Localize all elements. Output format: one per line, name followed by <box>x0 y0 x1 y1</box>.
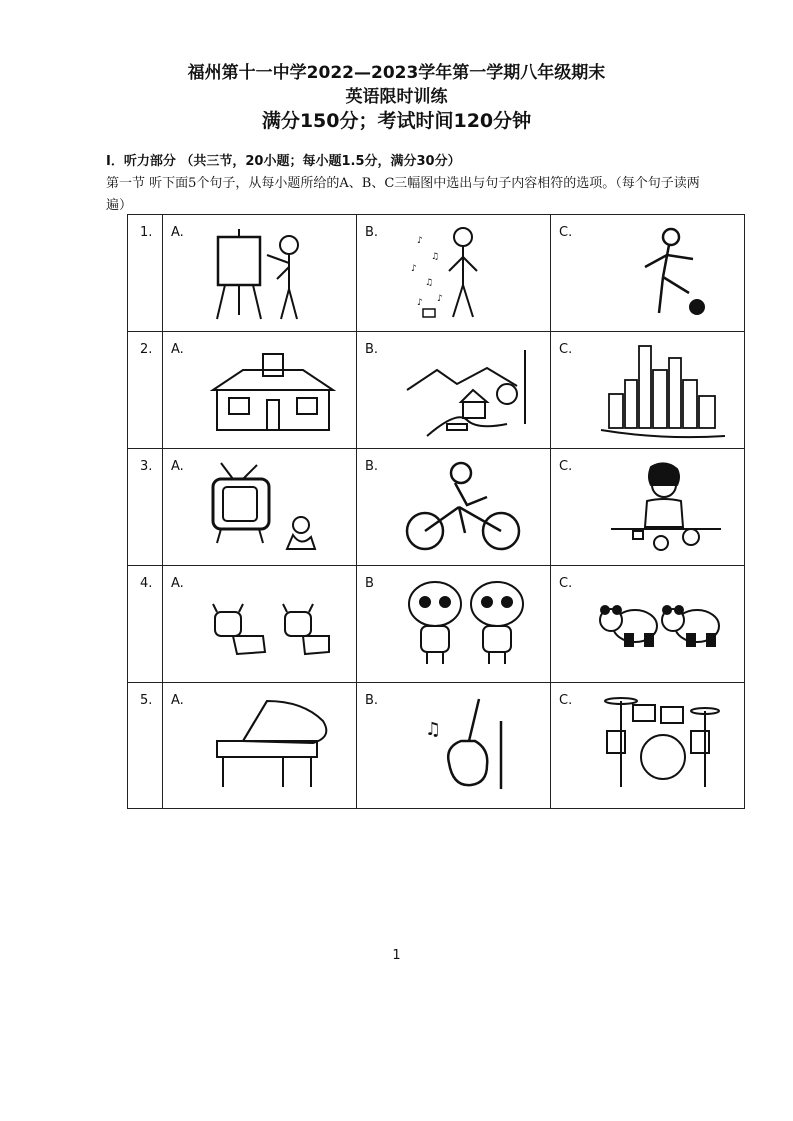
eating-meal-icon <box>591 457 731 557</box>
option-cell <box>163 683 357 809</box>
option-cell <box>357 332 551 449</box>
option-label: B. <box>365 225 379 240</box>
option-label: C. <box>559 459 573 474</box>
question-number: 4. <box>140 576 153 591</box>
exam-score-time: 满分150分；考试时间120分钟 <box>261 110 532 132</box>
watching-tv-icon <box>203 457 343 557</box>
option-cell <box>357 215 551 332</box>
option-cell <box>551 449 745 566</box>
option-label: C. <box>559 576 573 591</box>
two-pandas-icon <box>591 574 731 674</box>
question-row <box>128 449 745 566</box>
option-cell <box>163 215 357 332</box>
question-row <box>128 215 745 332</box>
option-label: B <box>365 576 374 591</box>
option-cell <box>551 332 745 449</box>
playing-soccer-icon <box>591 223 731 323</box>
question-row <box>128 332 745 449</box>
svg-text:♪: ♪ <box>437 294 443 304</box>
countryside-house-icon <box>397 340 537 440</box>
svg-text:♪: ♪ <box>411 264 417 274</box>
option-label: A. <box>171 342 184 357</box>
question-row <box>128 683 745 809</box>
option-cell <box>357 683 551 809</box>
singing-music-notes-icon <box>397 223 537 323</box>
option-cell <box>357 449 551 566</box>
svg-text:♫: ♫ <box>431 252 440 262</box>
exam-subtitle: 英语限时训练 <box>345 87 448 107</box>
svg-text:♫: ♫ <box>425 278 434 288</box>
svg-text:♪: ♪ <box>417 236 423 246</box>
option-label: B. <box>365 693 379 708</box>
question-row <box>128 566 745 683</box>
option-cell <box>551 683 745 809</box>
exam-title: 福州第十一中学2022—2023学年第一学期八年级期末 <box>187 63 606 83</box>
riding-bike-icon <box>397 457 537 557</box>
svg-text:♪: ♪ <box>417 298 423 308</box>
option-label: A. <box>171 693 184 708</box>
question-number: 2. <box>140 342 153 357</box>
painting-easel-icon <box>203 223 343 323</box>
violin-icon <box>397 691 537 791</box>
option-cell <box>551 566 745 683</box>
option-cell <box>163 566 357 683</box>
house-icon <box>203 340 343 440</box>
drum-kit-icon <box>591 691 731 791</box>
option-label: A. <box>171 576 184 591</box>
option-label: C. <box>559 342 573 357</box>
two-cows-icon <box>203 574 343 674</box>
option-cell <box>163 449 357 566</box>
option-cell <box>163 332 357 449</box>
page-number: 1 <box>392 948 401 963</box>
option-cell <box>357 566 551 683</box>
option-label: A. <box>171 225 184 240</box>
option-label: C. <box>559 693 573 708</box>
piano-icon <box>203 691 343 791</box>
picture-options-table <box>127 214 745 809</box>
option-label: B. <box>365 459 379 474</box>
city-skyline-icon <box>591 340 731 440</box>
option-cell <box>551 215 745 332</box>
question-number: 1. <box>140 225 153 240</box>
two-tigers-icon <box>397 574 537 674</box>
question-number: 3. <box>140 459 153 474</box>
option-label: A. <box>171 459 184 474</box>
option-label: C. <box>559 225 573 240</box>
section-instruction: 第一节 听下面5个句子，从每小题所给的A、B、C三幅图中选出与句子内容相符的选项。（每个句子读两遍） <box>106 176 700 213</box>
svg-text:♫: ♫ <box>425 719 442 740</box>
option-label: B. <box>365 342 379 357</box>
section-heading: Ⅰ．听力部分 （共三节，20小题；每小题1.5分，满分30分） <box>106 154 461 169</box>
question-number: 5. <box>140 693 153 708</box>
